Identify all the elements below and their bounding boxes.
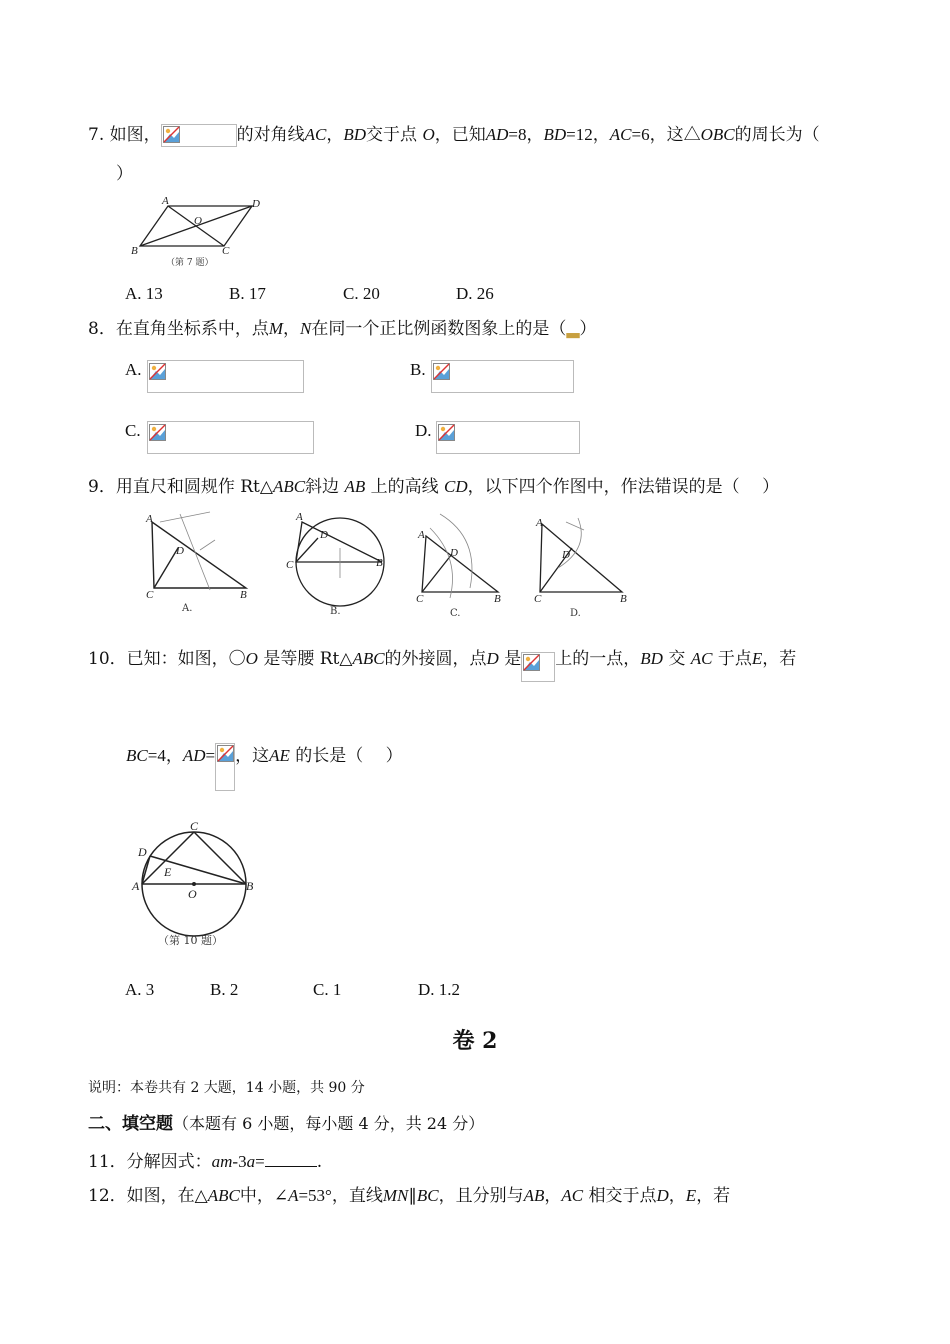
svg-text:B: B (376, 557, 383, 569)
q12-text: ， (544, 1186, 562, 1206)
q7-option-b: B. 17 (229, 284, 266, 303)
q12-text: =53°，直线 (298, 1186, 383, 1205)
svg-text:O: O (188, 887, 197, 901)
q10-text: 于点 (717, 649, 752, 669)
svg-text:A: A (536, 517, 543, 529)
q8-text: ， (283, 319, 300, 339)
q8-answer-mark: ▂ (566, 319, 580, 339)
q12-text: 如图，在△ (126, 1186, 208, 1206)
q10-text: ，这 (235, 746, 270, 766)
q10-option-c: C. 1 (313, 980, 342, 999)
broken-image-icon (147, 421, 314, 454)
q11-answer-blank[interactable] (265, 1152, 317, 1167)
section-title: 二、填空题 (88, 1114, 173, 1134)
q10-text: 是 (504, 649, 522, 669)
q9-caption-d: D. (570, 608, 581, 619)
svg-text:D: D (320, 529, 328, 541)
q7-option-c: C. 20 (343, 284, 380, 303)
q8-option-label: A. (125, 360, 142, 379)
q8-option-label: C. (125, 421, 141, 440)
q10-var: AD (182, 746, 206, 765)
q7-var: AD (485, 125, 509, 144)
q12-text: 中，∠ (239, 1186, 289, 1206)
q11-text: -3 (232, 1152, 247, 1171)
q7-text-line (88, 124, 820, 147)
svg-text:C: C (534, 593, 542, 605)
q10-text: 的外接圆，点 (384, 649, 487, 669)
q10-number: 10． (88, 649, 127, 669)
q10-text: 的长是（ ） (295, 746, 403, 766)
q12-var: MN (382, 1186, 409, 1205)
q10-text: 是等腰 Rt△ (263, 649, 353, 669)
q8-option-c (125, 421, 141, 441)
q9-text-line (88, 476, 779, 498)
svg-text:D: D (176, 545, 184, 557)
q10-option-a: A. 3 (125, 980, 155, 999)
q10-option-b: B. 2 (210, 980, 239, 999)
q7-text: 如图， (109, 125, 161, 145)
q9-text: 斜边 (305, 477, 340, 497)
svg-text:B: B (131, 245, 138, 257)
q10-text: 上的一点， (555, 649, 641, 669)
q9-number: 9． (88, 477, 116, 497)
broken-image-icon (147, 360, 304, 393)
q11-var: am (211, 1152, 233, 1171)
q9-caption-a: A. (182, 603, 193, 614)
q12-var: AB (523, 1186, 545, 1205)
q10-var: AE (269, 746, 290, 765)
svg-text:C: C (222, 245, 230, 257)
broken-image-icon (436, 421, 580, 454)
q7-text: =6，这△ (631, 125, 701, 144)
q9-figure-b (278, 508, 398, 618)
q10-text-line-1 (88, 648, 796, 682)
q8-var: M (268, 319, 283, 338)
svg-text:A: A (418, 529, 425, 541)
q7-figure-caption: （第 7 题） (166, 258, 214, 268)
q8-option-label: D. (415, 421, 432, 440)
q10-var: AC (690, 649, 713, 668)
q10-text: ，若 (762, 649, 797, 669)
section-heading (88, 1113, 484, 1135)
svg-text:C: C (286, 559, 294, 571)
q12-var: D (656, 1186, 669, 1205)
q12-text: ，若 (696, 1186, 731, 1206)
svg-text:B: B (620, 593, 627, 605)
q11-number: 11． (88, 1152, 127, 1172)
q7-option-d: D. 26 (456, 284, 494, 303)
q12-text: ，且分别与 (438, 1186, 524, 1206)
q10-var: BD (640, 649, 663, 668)
q12-text: ， (668, 1186, 686, 1206)
q7-text: =8， (508, 125, 544, 144)
q11-text: . (316, 1152, 323, 1172)
q10-text: = (205, 746, 216, 765)
svg-text:D: D (138, 845, 147, 859)
q7-text: =12， (566, 125, 610, 144)
q7-text: 的周长为（ (734, 125, 820, 145)
part2-title: 卷 2 (452, 1028, 498, 1054)
q12-var: BC (416, 1186, 439, 1205)
q12-text: ∥ (408, 1186, 417, 1205)
svg-text:O: O (194, 215, 202, 227)
q7-number: 7. (88, 125, 105, 145)
q10-var: O (245, 649, 258, 668)
svg-text:B: B (494, 593, 501, 605)
svg-text:B: B (240, 589, 247, 601)
q10-var: E (751, 649, 763, 668)
broken-image-icon (521, 652, 555, 682)
q10-var: ABC (352, 649, 385, 668)
q12-text-line (88, 1185, 730, 1207)
q7-text: ，已知 (434, 125, 486, 145)
q11-text: 分解因式： (126, 1152, 212, 1172)
q7-option-a: A. 13 (125, 284, 163, 303)
q10-text: 已知：如图，〇 (126, 649, 246, 669)
q7-parallelogram-figure (128, 194, 263, 268)
q9-caption-b: B. (330, 606, 341, 617)
q10-option-d: D. 1.2 (418, 980, 461, 999)
q7-text: ， (326, 125, 344, 145)
q9-text: ，以下四个作图中，作法错误的是（ ） (467, 477, 780, 497)
q10-circle-figure (128, 818, 268, 952)
q7-var: O (422, 125, 435, 144)
q9-figure-c (410, 508, 510, 620)
q12-var: A (288, 1186, 299, 1205)
q7-close-paren: ） (116, 164, 133, 184)
q9-figure-d (528, 508, 640, 620)
q7-var: BD (343, 125, 367, 144)
broken-image-icon (161, 124, 237, 147)
q8-number: 8． (88, 319, 116, 339)
q11-text: = (255, 1152, 265, 1171)
q8-var: N (300, 319, 312, 338)
q12-var: AC (561, 1186, 584, 1205)
q9-text: 用直尺和圆规作 Rt△ (115, 477, 273, 497)
q11-var: a (246, 1152, 256, 1171)
q8-option-label: B. (410, 360, 426, 379)
q10-text-line-2 (126, 745, 403, 791)
q7-text: 交于点 (366, 125, 418, 145)
q10-figure-caption: （第 10 题） (158, 934, 223, 947)
q7-text: 的对角线 (236, 125, 305, 145)
q10-text: =4， (147, 746, 183, 765)
q8-text: 在直角坐标系中，点 (115, 319, 269, 339)
q9-var: AB (344, 477, 366, 496)
broken-image-icon (215, 743, 235, 791)
svg-text:E: E (164, 865, 172, 879)
q12-var: E (685, 1186, 697, 1205)
q11-text-line (88, 1151, 322, 1173)
q7-var: OBC (700, 125, 735, 144)
q10-text: 交 (668, 649, 686, 669)
q12-text: 相交于点 (588, 1186, 657, 1206)
svg-text:A: A (296, 511, 303, 523)
q9-var: ABC (272, 477, 306, 496)
section-description: （本题有 6 小题，每小题 4 分，共 24 分） (173, 1114, 485, 1133)
svg-text:C: C (416, 593, 424, 605)
q10-var: D (486, 649, 499, 668)
q7-var: BD (543, 125, 567, 144)
q9-text: 上的高线 (370, 477, 439, 497)
q8-text-line (88, 318, 596, 340)
svg-text:D: D (450, 547, 458, 559)
q7-var: AC (609, 125, 632, 144)
svg-text:C: C (190, 819, 199, 833)
q8-text: ） (579, 319, 597, 339)
svg-text:A: A (132, 879, 140, 893)
svg-text:D: D (562, 549, 570, 561)
svg-text:B: B (246, 879, 254, 893)
part2-note: 说明：本卷共有 2 大题，14 小题，共 90 分 (88, 1080, 365, 1096)
svg-text:A: A (162, 195, 169, 207)
svg-text:C: C (146, 589, 154, 601)
q12-var: ABC (207, 1186, 240, 1205)
q8-text: 在同一个正比例函数图象上的是（ (311, 319, 567, 339)
svg-text:D: D (252, 198, 260, 210)
q7-var: AC (304, 125, 327, 144)
q9-var: CD (444, 477, 468, 496)
q12-number: 12． (88, 1186, 127, 1206)
q10-var: BC (126, 746, 148, 765)
q8-option-b (410, 360, 426, 380)
broken-image-icon (431, 360, 574, 393)
q9-caption-c: C. (450, 608, 461, 619)
q8-option-a (125, 360, 142, 380)
q8-option-d (415, 421, 432, 441)
svg-text:A: A (146, 513, 153, 525)
q9-figure-a (140, 510, 266, 616)
